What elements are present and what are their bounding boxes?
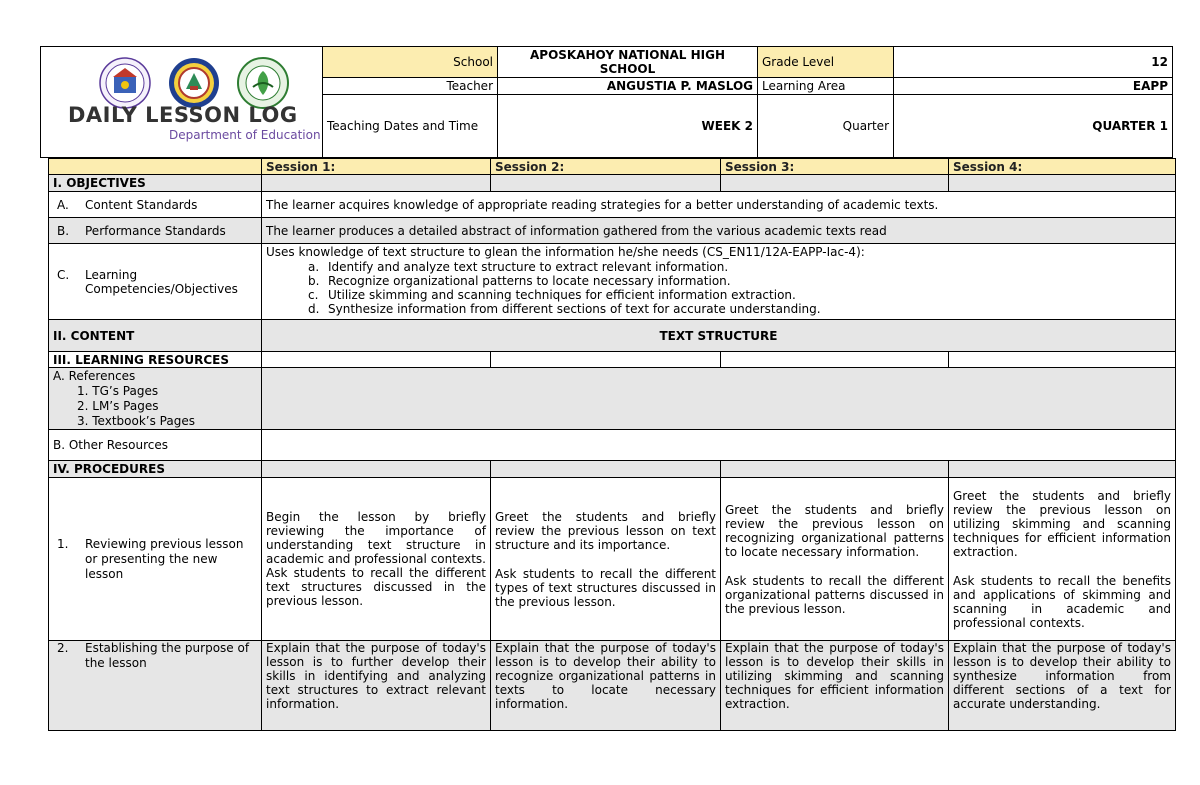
- quarter-label: Quarter: [758, 95, 894, 157]
- session-3-header: Session 3:: [721, 159, 949, 175]
- list-item: d. Synthesize information from different sections of text for accurate understanding.: [308, 302, 821, 316]
- resources-heading: III. LEARNING RESOURCES: [49, 352, 262, 368]
- deped-seal-icon: [99, 57, 151, 109]
- references-value: [262, 368, 1176, 430]
- dates-value: WEEK 2: [498, 95, 758, 157]
- empty-cell: [721, 461, 949, 478]
- references-row: [49, 368, 1176, 430]
- empty-cell: [721, 175, 949, 192]
- brand-title: DAILY LESSON LOG: [68, 103, 298, 127]
- procedure-session-cell: Greet the students and briefly review the previous lesson on recognizing organizational patterns to locate necessary information. Ask students to recall the different organizational patterns discussed in the previous lesson.: [721, 478, 949, 641]
- content-standards-text: The learner acquires knowledge of appropriate reading strategies for a better understanding of academic texts.: [262, 192, 1176, 218]
- procedure-session-cell: Explain that the purpose of today's lesson is to develop their ability to recognize organizational patterns in texts to locate necessary information.: [491, 641, 721, 731]
- competencies-list: [308, 260, 1171, 316]
- quarter-value: QUARTER 1: [1092, 118, 1168, 133]
- empty-cell: [491, 461, 721, 478]
- references-heading: A. References: [53, 368, 136, 383]
- other-resources-row: [49, 430, 1176, 461]
- competencies-row: [49, 244, 1176, 320]
- teacher-value: ANGUSTIA P. MASLOG: [498, 78, 758, 95]
- blank-cell: [49, 159, 262, 175]
- other-resources-value: [262, 430, 1176, 461]
- content-heading: II. CONTENT: [49, 320, 262, 352]
- empty-cell: [262, 175, 491, 192]
- performance-standards-label: B. Performance Standards: [49, 218, 262, 244]
- performance-standards-text: The learner produces a detailed abstract of information gathered from the various academic texts read: [262, 218, 1176, 244]
- area-value: EAPP: [894, 78, 1172, 95]
- objectives-heading: I. OBJECTIVES: [49, 175, 262, 192]
- empty-cell: [491, 352, 721, 368]
- empty-cell: [491, 175, 721, 192]
- session-4-header: Session 4:: [949, 159, 1176, 175]
- empty-cell: [949, 175, 1176, 192]
- competencies-label: C. Learning Competencies/Objectives: [49, 244, 262, 320]
- list-item: a. Identify and analyze text structure to extract relevant information.: [308, 260, 729, 274]
- dates-label: Teaching Dates and Time: [323, 95, 498, 157]
- list-item: c. Utilize skimming and scanning techniques for efficient information extraction.: [308, 288, 796, 302]
- content-row: [49, 320, 1176, 352]
- list-item: b. Recognize organizational patterns to locate necessary information.: [308, 274, 731, 288]
- brand-subtitle: Department of Education: [169, 128, 321, 142]
- lesson-log-header: [40, 46, 1173, 158]
- procedure-step-label: 1. Reviewing previous lesson or presenting the new lesson: [49, 478, 262, 641]
- session-header-row: [49, 159, 1176, 175]
- procedure-session-cell: Greet the students and briefly review the previous lesson on text structure and its importance. Ask students to recall the different types of text structures discussed in the previous lesson.: [491, 478, 721, 641]
- empty-cell: [262, 461, 491, 478]
- session-1-header: Session 1:: [262, 159, 491, 175]
- other-resources-label: B. Other Resources: [49, 430, 262, 461]
- brand-panel: [41, 47, 323, 157]
- content-value: TEXT STRUCTURE: [262, 320, 1176, 352]
- empty-cell: [262, 352, 491, 368]
- procedure-step-row: [49, 478, 1176, 641]
- empty-cell: [949, 352, 1176, 368]
- procedure-session-cell: Explain that the purpose of today's lesson is to develop their ability to synthesize information from different sections of a text for accurate understanding.: [949, 641, 1176, 731]
- area-label: Learning Area: [758, 78, 894, 95]
- grade-label: Grade Level: [758, 47, 894, 78]
- resources-row: [49, 352, 1176, 368]
- teacher-label: Teacher: [323, 78, 498, 95]
- procedure-session-cell: Explain that the purpose of today's lesson is to further develop their skills in identifying and analyzing text structures to extract relevant information.: [262, 641, 491, 731]
- references-label: [49, 368, 262, 430]
- school-value: APOSKAHOY NATIONAL HIGH SCHOOL: [498, 47, 758, 78]
- grade-value: 12: [894, 47, 1172, 78]
- lm-pages-label: 2. LM’s Pages: [77, 398, 159, 413]
- textbook-pages-label: 3. Textbook’s Pages: [77, 413, 195, 428]
- school-seal-icon: [237, 57, 289, 109]
- empty-cell: [949, 461, 1176, 478]
- empty-cell: [721, 352, 949, 368]
- content-standards-row: [49, 192, 1176, 218]
- procedures-row: [49, 461, 1176, 478]
- school-label: School: [323, 47, 498, 78]
- procedure-step-label: 2. Establishing the purpose of the lesson: [49, 641, 262, 731]
- content-standards-label: A. Content Standards: [49, 192, 262, 218]
- procedure-session-cell: Explain that the purpose of today's lesson is to develop their skills in utilizing skimming and scanning techniques for efficient information extraction.: [721, 641, 949, 731]
- procedure-step-row: [49, 641, 1176, 731]
- tg-pages-label: 1. TG’s Pages: [77, 383, 159, 398]
- competencies-text: [262, 244, 1176, 320]
- objectives-row: [49, 175, 1176, 192]
- division-seal-icon: [168, 57, 220, 109]
- procedure-session-cell: Begin the lesson by briefly reviewing the importance of understanding text structure in academic and professional contexts. Ask students to recall the different text structures discussed in the previous lesson.: [262, 478, 491, 641]
- performance-standards-row: [49, 218, 1176, 244]
- seal-row: [99, 57, 289, 109]
- procedures-heading: IV. PROCEDURES: [49, 461, 262, 478]
- lesson-table: [48, 158, 1176, 731]
- session-2-header: Session 2:: [491, 159, 721, 175]
- competencies-intro: Uses knowledge of text structure to glean the information he/she needs (CS_EN11/12A-EAPP-Iac-4):: [266, 245, 865, 259]
- lesson-info-grid: [323, 47, 1172, 157]
- procedure-session-cell: Greet the students and briefly review the previous lesson on utilizing skimming and scanning techniques for efficient information extraction. Ask students to recall the benefits and applications of skimming and scanning in academic and professional contexts.: [949, 478, 1176, 641]
